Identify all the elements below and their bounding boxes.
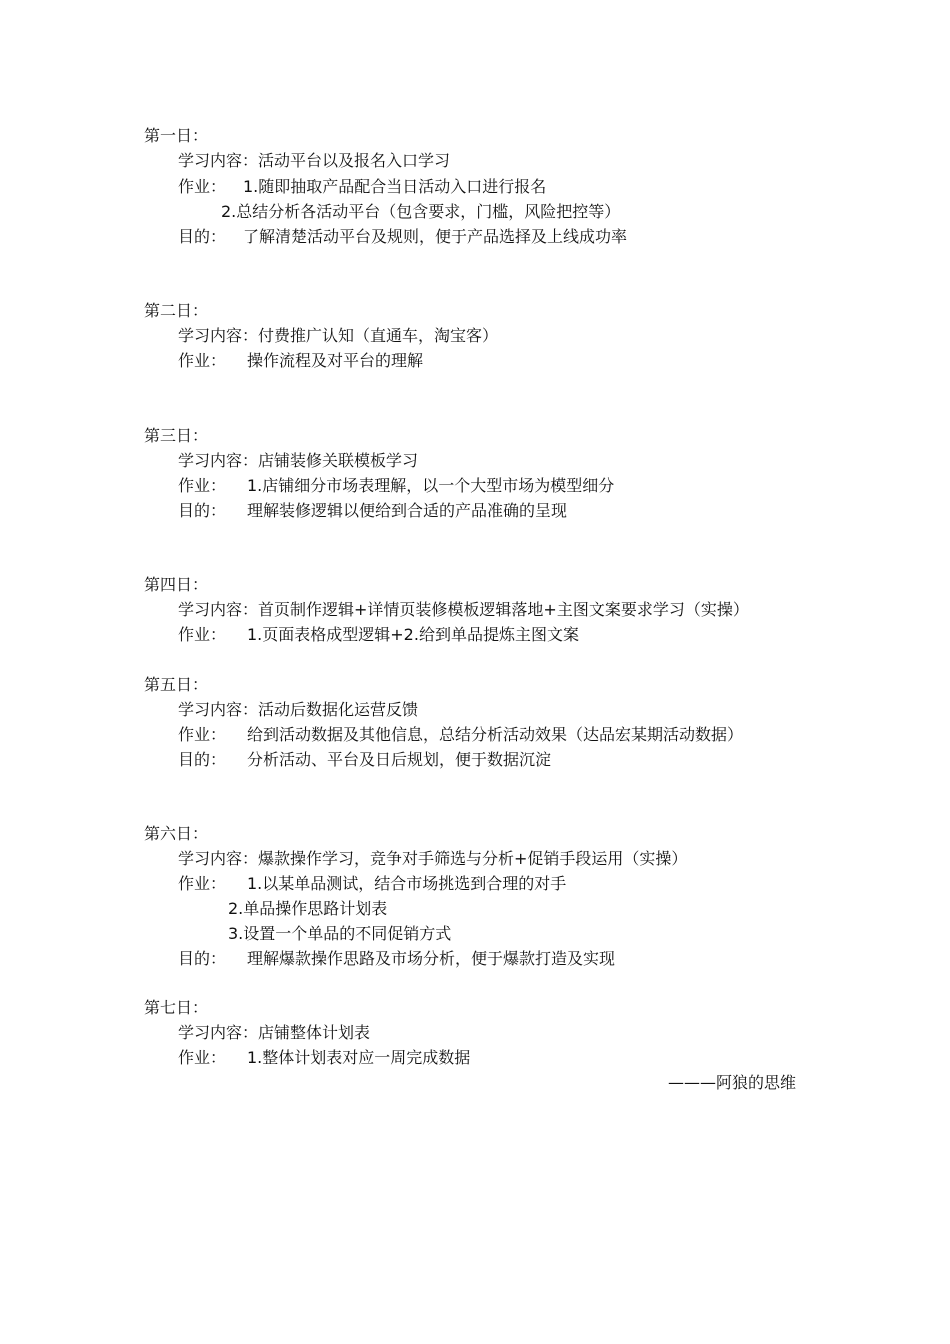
study-label: 学习内容： <box>178 849 259 868</box>
day-6-purpose: 理解爆款操作思路及市场分析，便于爆款打造及实现 <box>247 949 616 968</box>
study-text: 店铺整体计划表 <box>258 1023 371 1042</box>
study-text: 首页制作逻辑+详情页装修模板逻辑落地+主图文案要求学习（实操） <box>258 600 749 619</box>
day-2-homework-label: 作业： <box>178 351 227 370</box>
day-5-homework-item-1: 给到活动数据及其他信息，总结分析活动效果（达品宏某期活动数据） <box>247 725 744 744</box>
day-3-homework-label: 作业： <box>178 476 227 495</box>
day-6-homework-item-1: 1.以某单品测试，结合市场挑选到合理的对手 <box>247 874 567 893</box>
study-label: 学习内容： <box>178 1023 259 1042</box>
study-text: 付费推广认知（直通车，淘宝客） <box>258 326 499 345</box>
day-3-homework-item-1: 1.店铺细分市场表理解，以一个大型市场为模型细分 <box>247 476 615 495</box>
day-2-homework-item-1: 操作流程及对平台的理解 <box>247 351 424 370</box>
study-text: 活动平台以及报名入口学习 <box>258 151 451 170</box>
day-5-study <box>178 700 418 720</box>
day-5-homework-label: 作业： <box>178 725 227 744</box>
day-1-purpose-label: 目的： <box>178 227 227 246</box>
day-7-homework-label: 作业： <box>178 1048 227 1067</box>
day-6-homework-item-3: 3.设置一个单品的不同促销方式 <box>228 924 452 943</box>
day-2-heading: 第二日： <box>144 301 209 320</box>
day-5-purpose: 分析活动、平台及日后规划，便于数据沉淀 <box>247 750 552 769</box>
day-7-heading: 第七日： <box>144 998 209 1017</box>
day-4-heading: 第四日： <box>144 575 209 594</box>
day-1-study <box>178 151 450 171</box>
day-7-homework-item-1: 1.整体计划表对应一周完成数据 <box>247 1048 471 1067</box>
day-5-purpose-label: 目的： <box>178 750 227 769</box>
day-1-heading: 第一日： <box>144 126 209 145</box>
day-2-study <box>178 326 498 346</box>
study-label: 学习内容： <box>178 151 259 170</box>
day-7-study <box>178 1023 370 1043</box>
study-text: 爆款操作学习，竞争对手筛选与分析+促销手段运用（实操） <box>258 849 688 868</box>
day-3-heading: 第三日： <box>144 426 209 445</box>
day-3-purpose-label: 目的： <box>178 501 227 520</box>
day-3-purpose: 理解装修逻辑以便给到合适的产品准确的呈现 <box>247 501 568 520</box>
day-4-homework-label: 作业： <box>178 625 227 644</box>
day-4-homework-item-1: 1.页面表格成型逻辑+2.给到单品提炼主图文案 <box>247 625 579 644</box>
study-label: 学习内容： <box>178 600 259 619</box>
author-signature: ———阿狼的思维 <box>668 1073 797 1092</box>
day-4-study <box>178 600 749 620</box>
study-text: 店铺装修关联模板学习 <box>258 451 419 470</box>
day-6-purpose-label: 目的： <box>178 949 227 968</box>
day-1-homework-item-1: 1.随即抽取产品配合当日活动入口进行报名 <box>243 177 547 196</box>
day-1-purpose: 了解清楚活动平台及规则，便于产品选择及上线成功率 <box>243 227 628 246</box>
day-6-homework-item-2: 2.单品操作思路计划表 <box>228 899 388 918</box>
study-label: 学习内容： <box>178 700 259 719</box>
day-3-study <box>178 451 418 471</box>
day-1-homework-item-2: 2.总结分析各活动平台（包含要求，门槛，风险把控等） <box>221 202 621 221</box>
study-text: 活动后数据化运营反馈 <box>258 700 419 719</box>
study-label: 学习内容： <box>178 451 259 470</box>
day-1-homework-label: 作业： <box>178 177 227 196</box>
day-6-heading: 第六日： <box>144 824 209 843</box>
day-5-heading: 第五日： <box>144 675 209 694</box>
day-6-homework-label: 作业： <box>178 874 227 893</box>
study-label: 学习内容： <box>178 326 259 345</box>
day-6-study <box>178 849 687 869</box>
